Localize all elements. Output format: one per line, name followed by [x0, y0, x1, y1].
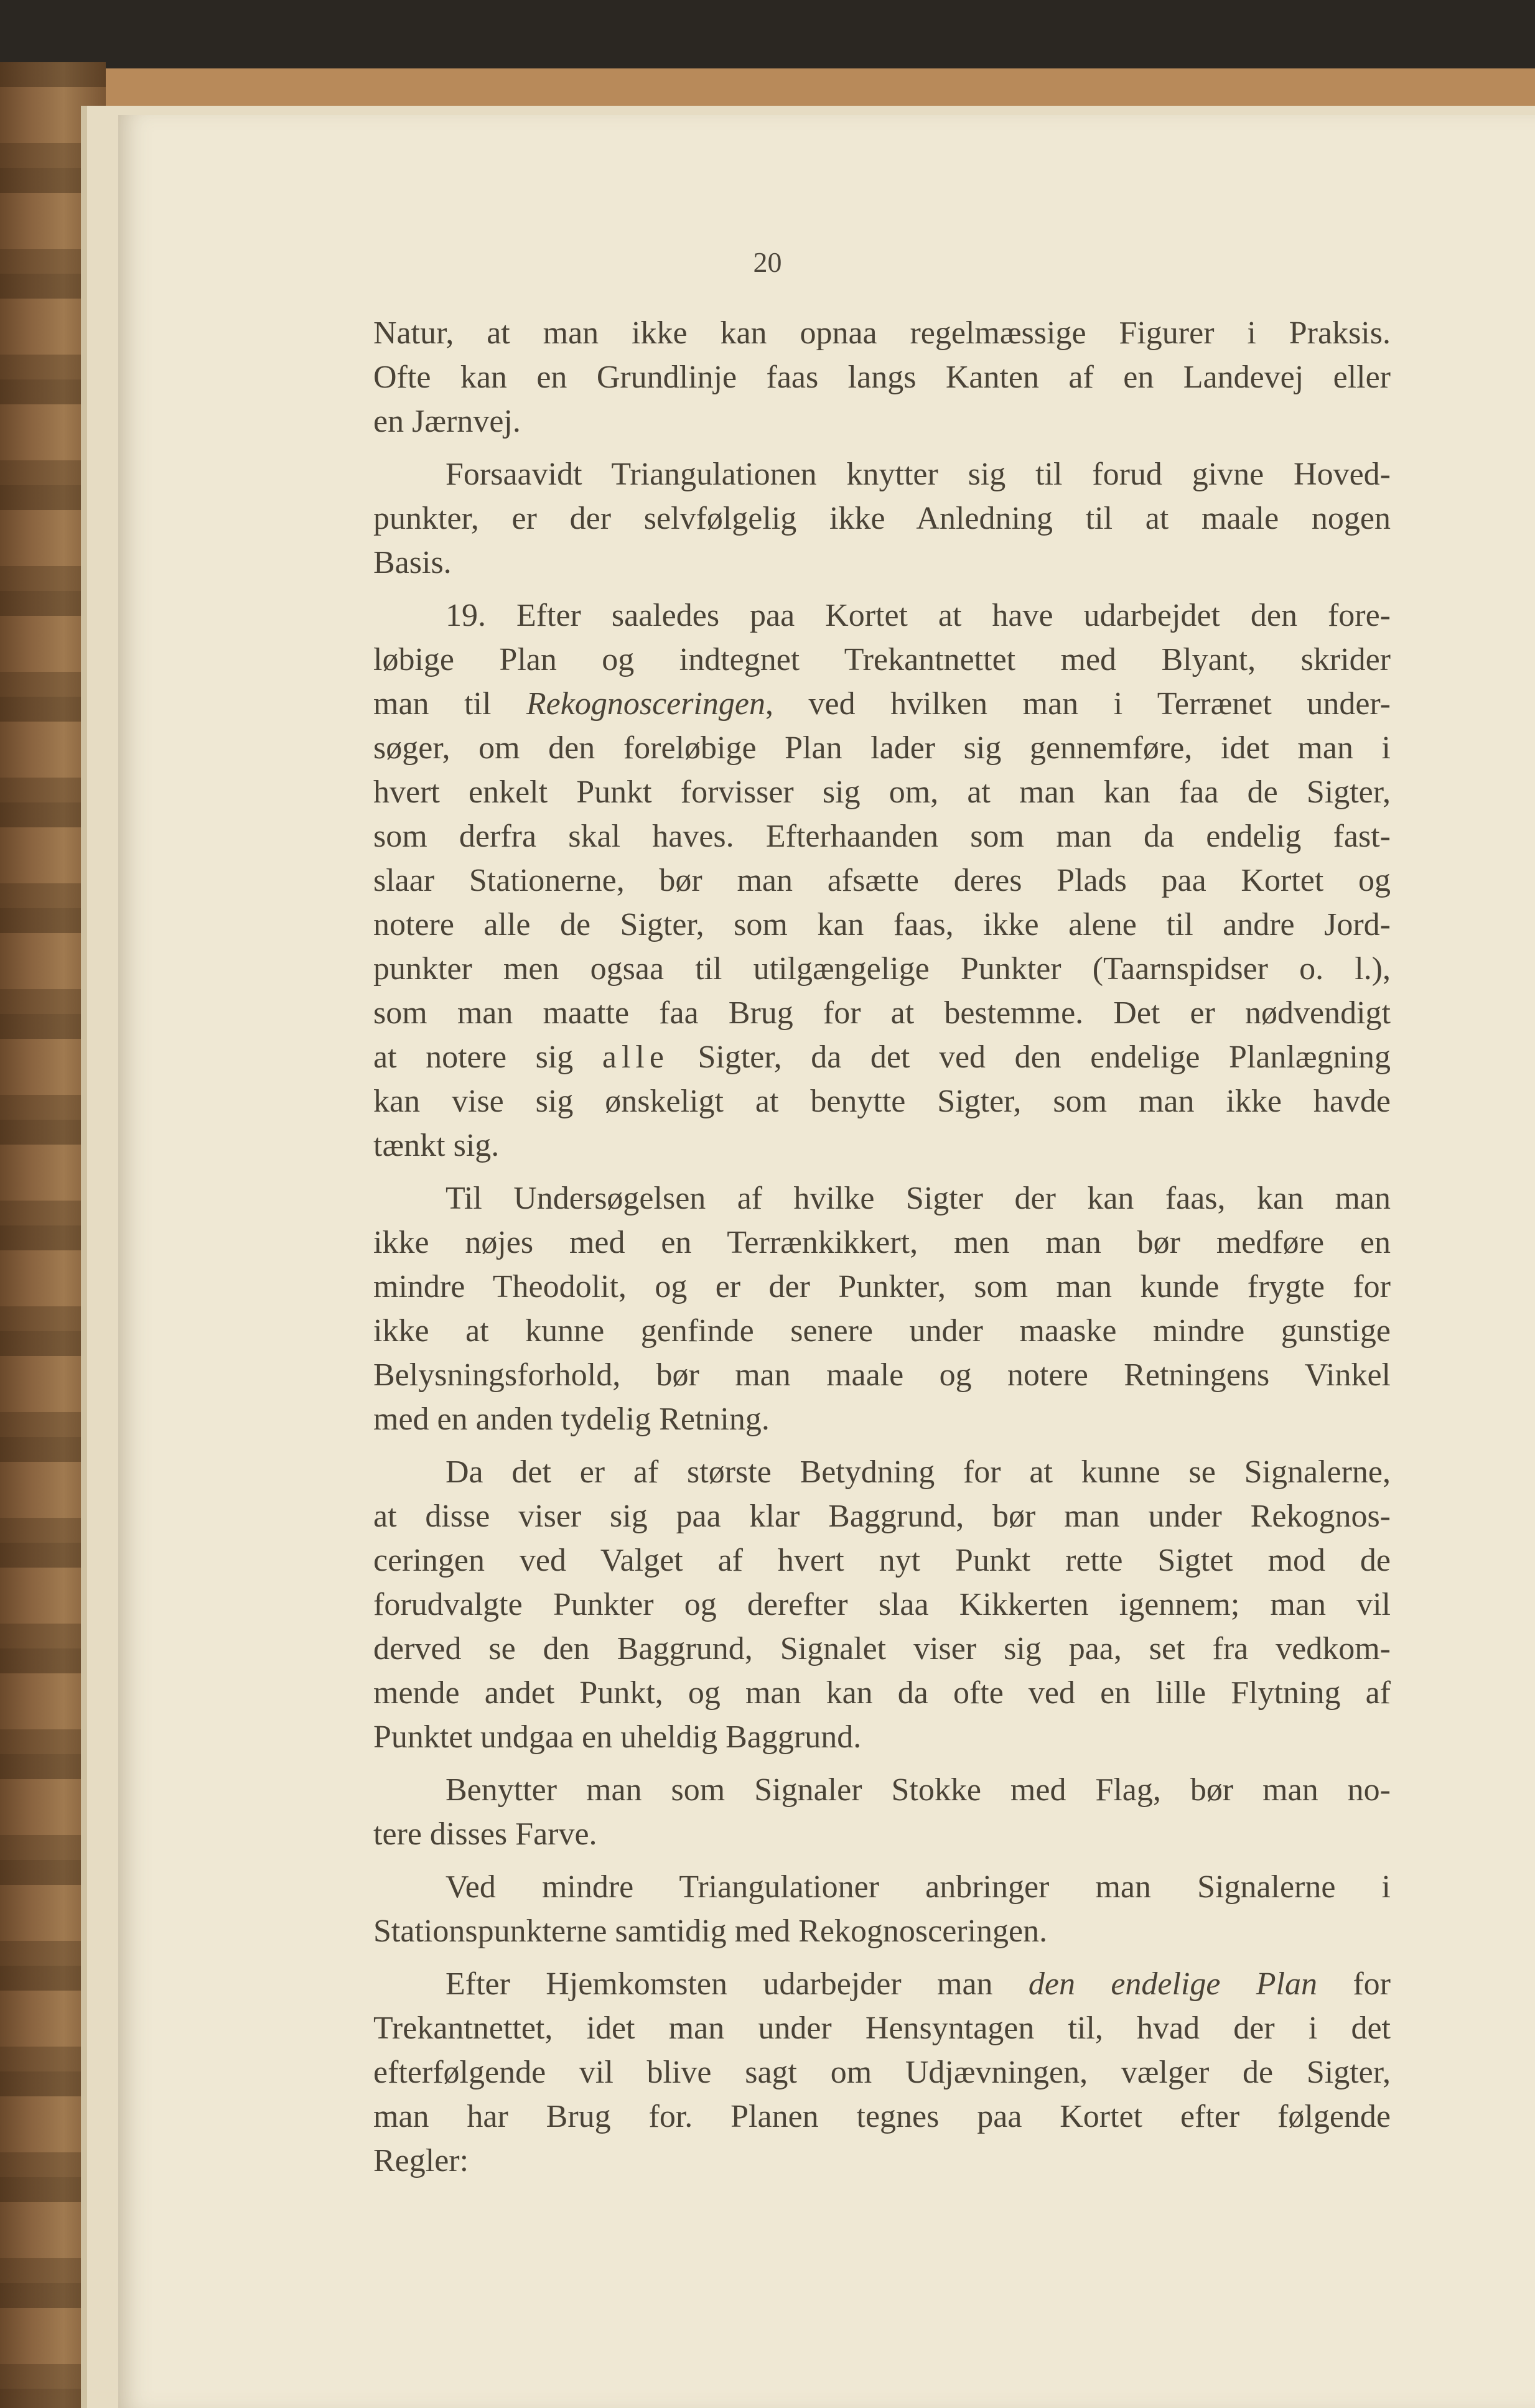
text-segment: slaar Stationerne, bør man afsætte deres Plads paa Kortet og: [373, 863, 1391, 898]
text-segment: for: [1317, 1966, 1391, 2002]
text-line: [373, 1715, 1391, 1759]
text-segment: Punktet undgaa en uheldig Baggrund.: [373, 1719, 862, 1755]
text-line: [373, 638, 1391, 682]
text-line: [373, 1035, 1391, 1079]
text-line: [373, 1671, 1391, 1715]
text-segment: tere disses Farve.: [373, 1816, 597, 1852]
italic-text: Rekognosceringen: [526, 686, 766, 722]
text-segment: , ved hvilken man i Terrænet under-: [765, 686, 1391, 722]
paragraph: [373, 1768, 1391, 1856]
text-line: [373, 1079, 1391, 1123]
text-segment: Forsaavidt Triangulationen knytter sig til forud givne Hoved-: [446, 457, 1391, 492]
text-segment: Regler:: [373, 2143, 469, 2178]
text-line: [373, 726, 1391, 770]
text-segment: Belysningsforhold, bør man maale og notere Retningens Vinkel: [373, 1357, 1391, 1393]
text-line: [373, 1494, 1391, 1538]
text-segment: løbige Plan og indtegnet Trekantnettet med Blyant, skrider: [373, 642, 1391, 677]
text-line: [373, 399, 1391, 444]
text-segment: Trekantnettet, idet man under Hensyntagen til, hvad der i det: [373, 2011, 1391, 2046]
text-line: [373, 1583, 1391, 1627]
text-line: [373, 355, 1391, 399]
text-segment: søger, om den foreløbige Plan lader sig gennemføre, idet man i: [373, 730, 1391, 766]
text-line: [373, 1450, 1391, 1494]
text-segment: hvert enkelt Punkt forvisser sig om, at man kan faa de Sigter,: [373, 774, 1391, 810]
text-segment: som man maatte faa Brug for at bestemme. Det er nødvendigt: [373, 995, 1391, 1031]
text-segment: punkter men ogsaa til utilgængelige Punkter (Taarnspidser o. l.),: [373, 951, 1391, 987]
text-line: [373, 1865, 1391, 1909]
text-line: [373, 311, 1391, 355]
text-segment: Sigter, da det ved den endelige Planlægning: [668, 1039, 1391, 1075]
text-segment: at disse viser sig paa klar Baggrund, bør man under Rekognos-: [373, 1499, 1391, 1534]
text-segment: 19. Efter saaledes paa Kortet at have udarbejdet den fore-: [446, 598, 1391, 633]
text-segment: kan vise sig ønskeligt at benytte Sigter, som man ikke havde: [373, 1084, 1391, 1119]
text-segment: som derfra skal haves. Efterhaanden som man da endelig fast-: [373, 819, 1391, 854]
text-line: [373, 1812, 1391, 1856]
text-line: [373, 1538, 1391, 1583]
text-line: [373, 682, 1391, 726]
italic-text: den endelige Plan: [1028, 1966, 1318, 2002]
text-line: [373, 2050, 1391, 2094]
text-segment: Da det er af største Betydning for at kunne se Signalerne,: [446, 1454, 1391, 1490]
text-segment: med en anden tydelig Retning.: [373, 1402, 770, 1437]
paragraph: [373, 1865, 1391, 1953]
body-text: [373, 311, 1391, 2192]
text-segment: notere alle de Sigter, som kan faas, ikke alene til andre Jord-: [373, 907, 1391, 942]
text-segment: ceringen ved Valget af hvert nyt Punkt rette Sigtet mod de: [373, 1543, 1391, 1578]
paragraph: [373, 311, 1391, 444]
text-line: [373, 1309, 1391, 1353]
paragraph: [373, 1962, 1391, 2183]
text-segment: Stationspunkterne samtidig med Rekognosceringen.: [373, 1913, 1048, 1949]
text-segment: at notere sig: [373, 1039, 602, 1075]
text-line: [373, 991, 1391, 1035]
text-segment: forudvalgte Punkter og derefter slaa Kikkerten igennem; man vil: [373, 1587, 1391, 1622]
text-segment: mindre Theodolit, og er der Punkter, som man kunde frygte for: [373, 1269, 1391, 1304]
text-segment: tænkt sig.: [373, 1128, 500, 1163]
text-line: [373, 1397, 1391, 1441]
text-line: [373, 593, 1391, 638]
text-line: [373, 1909, 1391, 1953]
text-line: [373, 452, 1391, 496]
text-segment: punkter, er der selvfølgelig ikke Anledning til at maale nogen: [373, 501, 1391, 536]
text-line: [373, 541, 1391, 585]
text-line: [373, 1353, 1391, 1397]
paragraph: [373, 452, 1391, 585]
text-line: [373, 1220, 1391, 1265]
text-line: [373, 814, 1391, 858]
text-line: [373, 1265, 1391, 1309]
text-segment: Natur, at man ikke kan opnaa regelmæssige Figurer i Praksis.: [373, 315, 1391, 351]
text-line: [373, 1627, 1391, 1671]
page-number: 20: [753, 246, 782, 278]
text-segment: mende andet Punkt, og man kan da ofte ved en lille Flytning af: [373, 1675, 1391, 1711]
text-line: [373, 1176, 1391, 1220]
paragraph: [373, 1450, 1391, 1759]
paragraph: [373, 1176, 1391, 1441]
text-line: [373, 1962, 1391, 2006]
text-line: [373, 2006, 1391, 2050]
text-line: [373, 2139, 1391, 2183]
text-segment: Benytter man som Signaler Stokke med Flag, bør man no-: [446, 1772, 1391, 1808]
text-line: [373, 858, 1391, 903]
text-segment: ikke nøjes med en Terrænkikkert, men man bør medføre en: [373, 1225, 1391, 1260]
text-segment: efterfølgende vil blive sagt om Udjævningen, vælger de Sigter,: [373, 2055, 1391, 2090]
text-segment: derved se den Baggrund, Signalet viser sig paa, set fra vedkom-: [373, 1631, 1391, 1667]
text-line: [373, 770, 1391, 814]
spaced-text: alle: [602, 1039, 669, 1075]
text-segment: Basis.: [373, 545, 452, 580]
text-segment: Ofte kan en Grundlinje faas langs Kanten af en Landevej eller: [373, 360, 1391, 395]
text-segment: ikke at kunne genfinde senere under maaske mindre gunstige: [373, 1313, 1391, 1349]
text-line: [373, 947, 1391, 991]
paragraph: [373, 593, 1391, 1168]
text-line: [373, 1768, 1391, 1812]
text-line: [373, 1123, 1391, 1168]
text-segment: man har Brug for. Planen tegnes paa Kortet efter følgende: [373, 2099, 1391, 2134]
text-segment: Til Undersøgelsen af hvilke Sigter der kan faas, kan man: [446, 1181, 1391, 1216]
text-segment: Efter Hjemkomsten udarbejder man: [446, 1966, 1029, 2002]
text-line: [373, 2094, 1391, 2139]
text-segment: Ved mindre Triangulationer anbringer man Signalerne i: [446, 1869, 1391, 1905]
text-line: [373, 496, 1391, 541]
text-line: [373, 903, 1391, 947]
text-segment: en Jærnvej.: [373, 404, 521, 439]
text-segment: man til: [373, 686, 526, 722]
